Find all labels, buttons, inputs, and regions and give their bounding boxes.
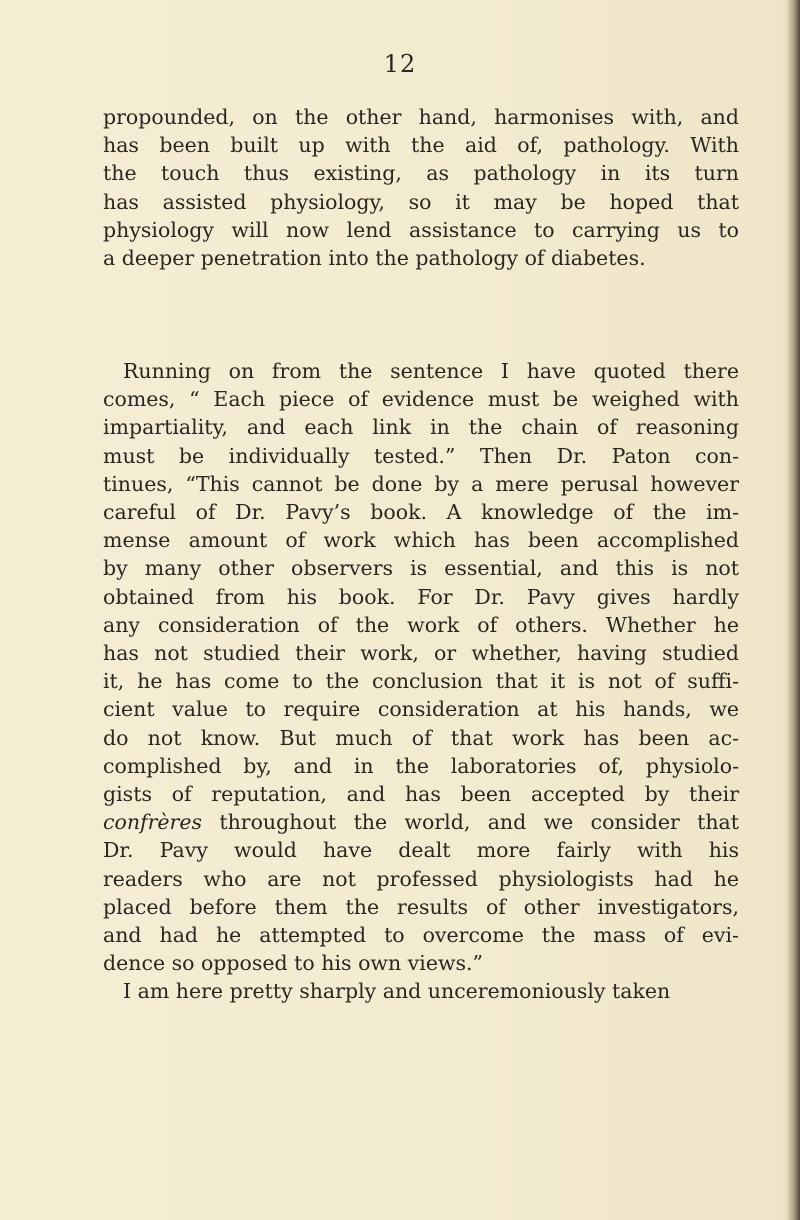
- text-line: placed before them the results of other investigators,: [103, 894, 739, 919]
- text-line: readers who are not professed physiologists had he: [103, 866, 739, 891]
- text-line: comes, “ Each piece of evidence must be weighed with: [103, 387, 739, 412]
- text-line: dence so opposed to his own views.”: [103, 951, 484, 976]
- text-line: tinues, “This cannot be done by a mere perusal however: [103, 471, 739, 496]
- text-line: has been built up with the aid of, pathology. With: [103, 133, 739, 158]
- text-line: Dr. Pavy would have dealt more fairly with his: [103, 838, 739, 863]
- text-line: do not know. But much of that work has been ac-: [103, 725, 739, 750]
- text-line: must be individually tested.” Then Dr. Paton con-: [103, 443, 739, 468]
- text-line: impartiality, and each link in the chain of reasoning: [103, 415, 739, 440]
- text-line: the touch thus existing, as pathology in its turn: [103, 161, 739, 186]
- text-line: cient value to require consideration at his hands, we: [103, 697, 739, 722]
- page-edge-shadow: [786, 0, 800, 1220]
- text-line: complished by, and in the laboratories of, physiolo-: [103, 753, 739, 778]
- text-line-remainder: throughout the world, and we consider that: [219, 810, 739, 835]
- text-line: mense amount of work which has been accomplished: [103, 528, 739, 553]
- text-line: obtained from his book. For Dr. Pavy gives hardly: [103, 584, 739, 609]
- text-line: and had he attempted to overcome the mass of evi-: [103, 923, 739, 948]
- text-line: I am here pretty sharply and unceremoniously taken: [123, 979, 671, 1004]
- text-line: careful of Dr. Pavy’s book. A knowledge of the im-: [103, 500, 739, 525]
- text-line: gists of reputation, and has been accepted by their: [103, 782, 739, 807]
- text-line: physiology will now lend assistance to carrying us to: [103, 217, 739, 242]
- text-line: any consideration of the work of others. Whether he: [103, 612, 739, 637]
- text-line: has not studied their work, or whether, having studied: [103, 641, 739, 666]
- text-line-with-italic: [103, 808, 739, 836]
- paragraph-2: [103, 357, 739, 1006]
- text-line: has assisted physiology, so it may be hoped that: [103, 189, 739, 214]
- text-line: Running on from the sentence I have quoted there: [123, 359, 739, 383]
- page-number: 12: [383, 50, 417, 78]
- italic-word: confrères: [103, 810, 202, 835]
- text-line: propounded, on the other hand, harmonises with, and: [103, 105, 739, 129]
- text-line: by many other observers is essential, and this is not: [103, 556, 739, 581]
- paragraph-1: [103, 103, 739, 272]
- text-line: a deeper penetration into the pathology of diabetes.: [103, 246, 646, 271]
- text-line: it, he has come to the conclusion that it is not of suffi-: [103, 669, 739, 694]
